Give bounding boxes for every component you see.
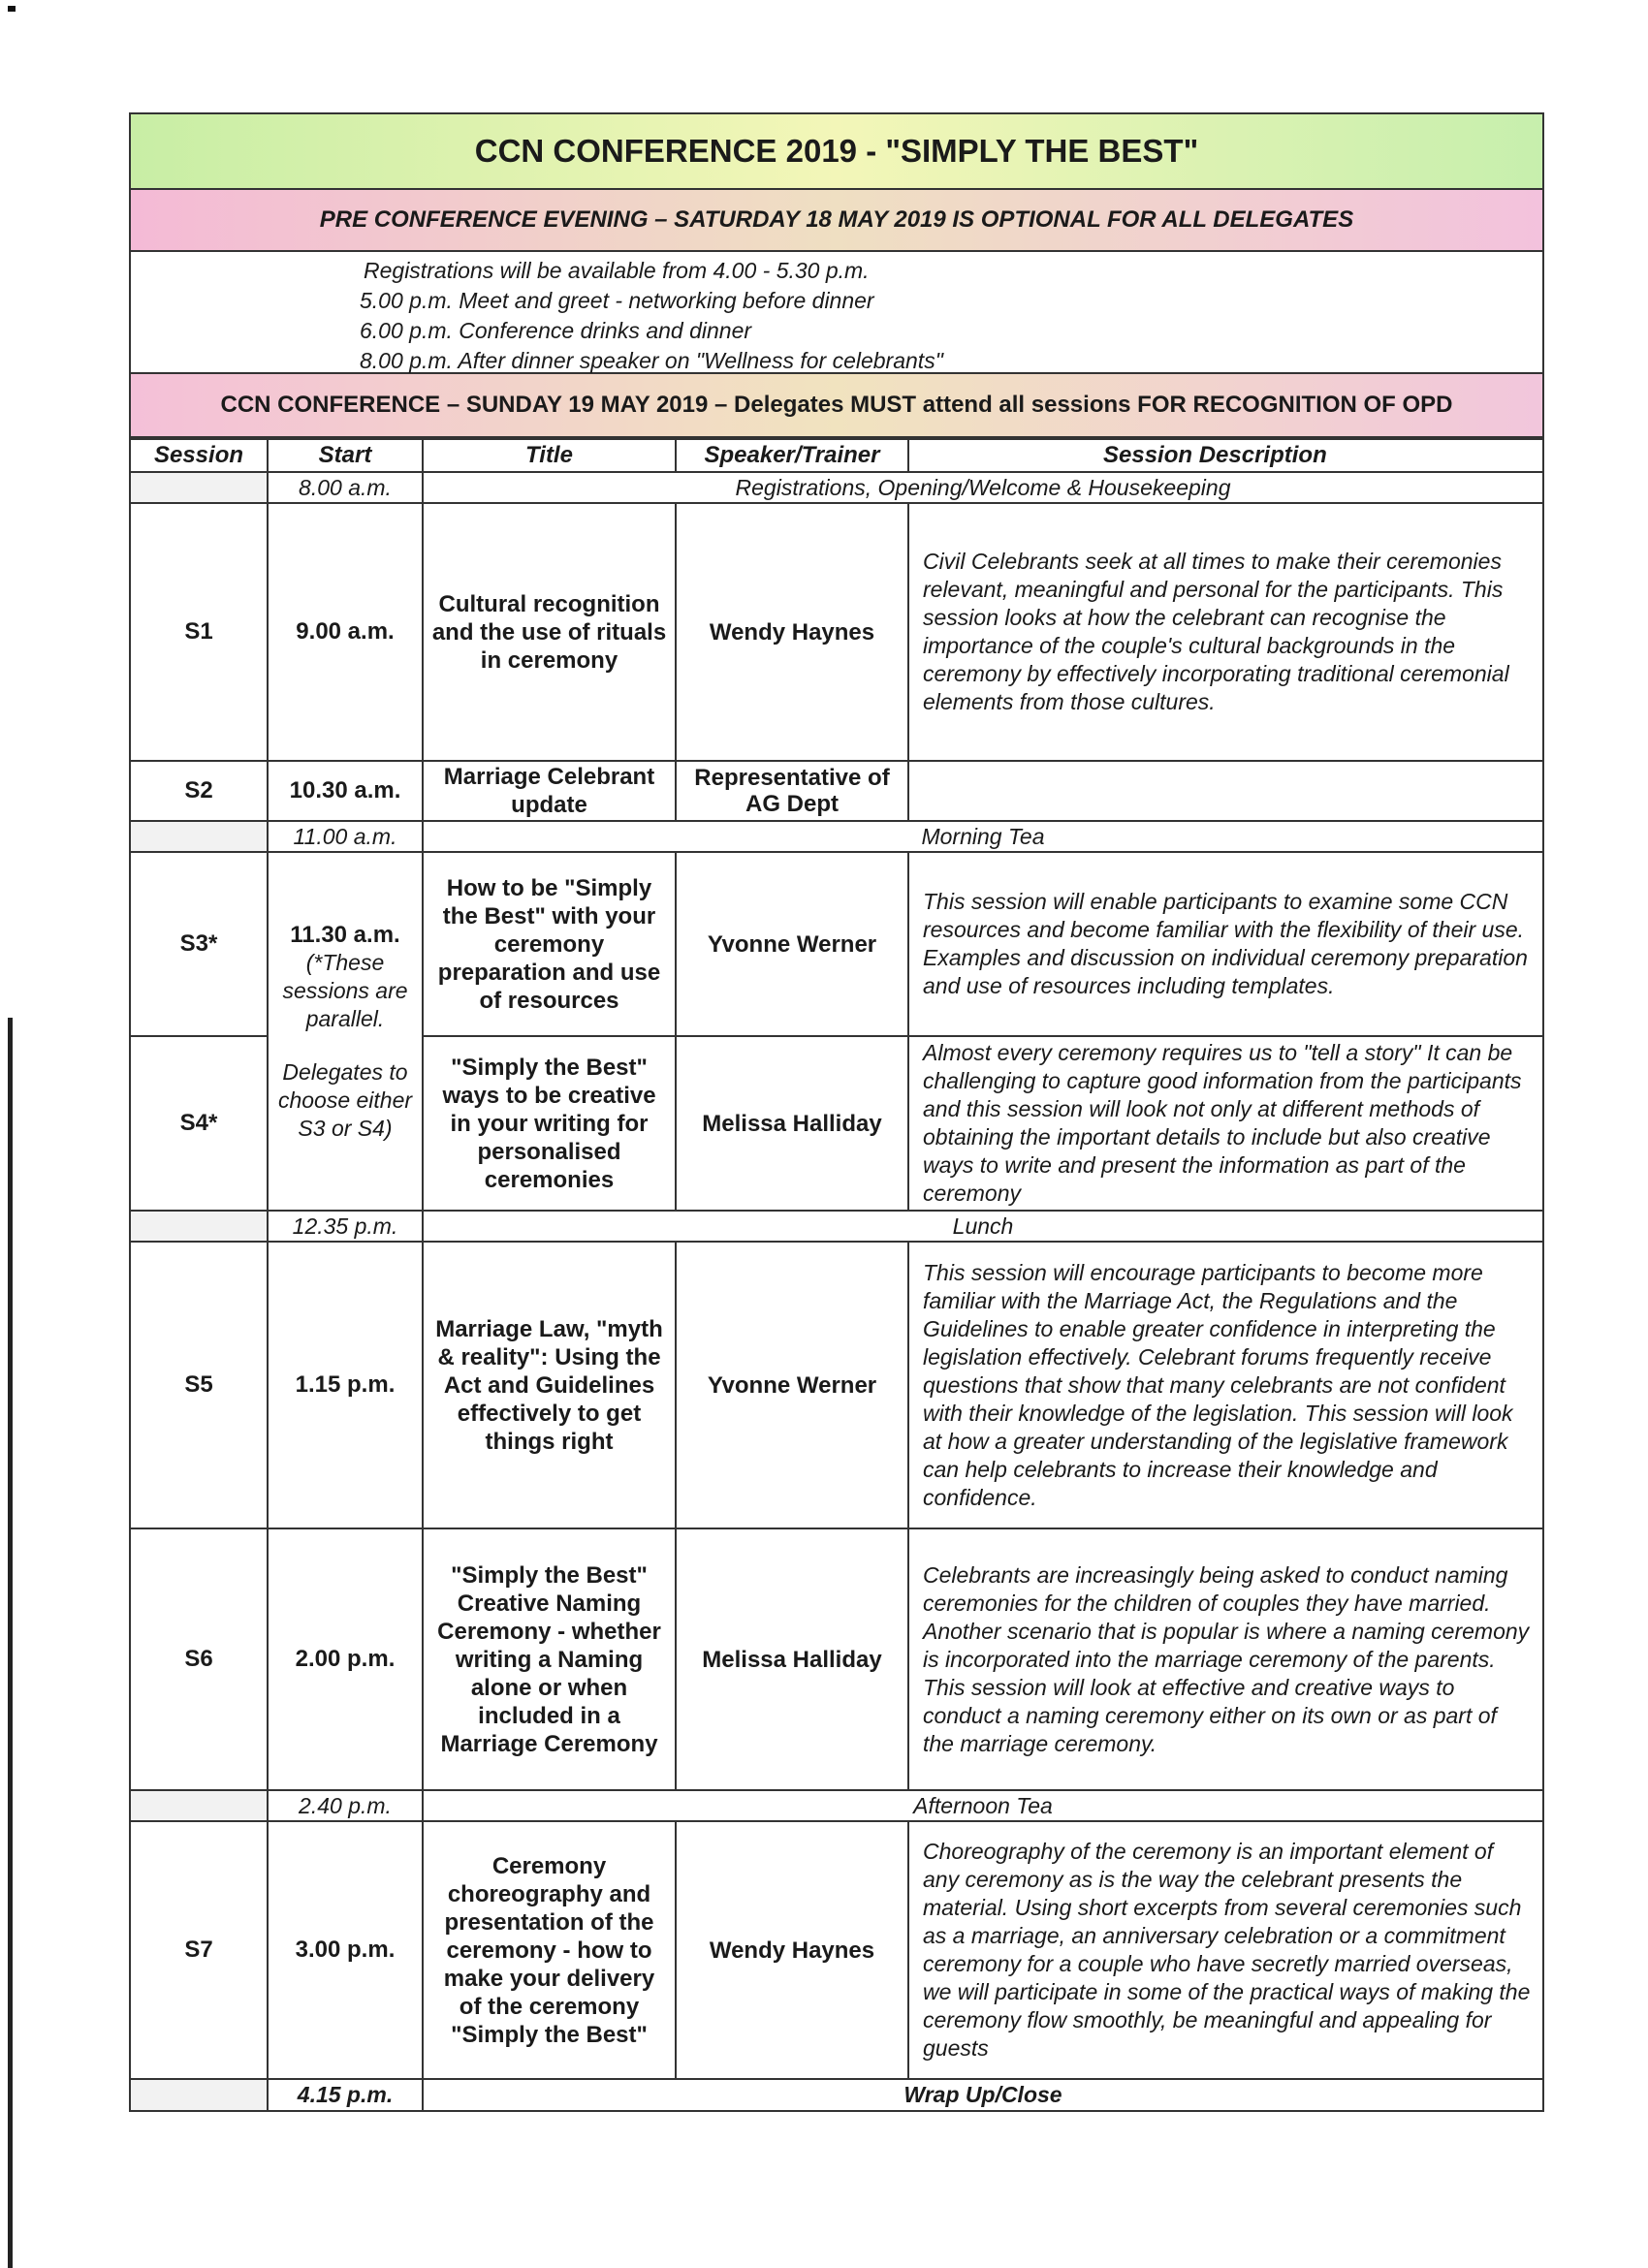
registration-row [131, 472, 1542, 503]
session-row-s1 [131, 503, 1542, 761]
parallel-note: (*These sessions are parallel. [282, 949, 408, 1031]
session-id: S3* [131, 852, 268, 1036]
scan-mark [8, 6, 16, 12]
session-title: Ceremony choreography and presentation of the ceremony - how to make your delivery of the ceremony "Simply the Best" [423, 1821, 676, 2079]
session-row-s2 [131, 761, 1542, 821]
session-description: Choreography of the ceremony is an important element of any ceremony as is the way the celebrant presents the material. Using short excerpts from several ceremonies such as a marriage, an anniversary celebration or a commitment ceremony for a couple who have secretly married overseas, we will participate in some of the practical ways of making the ceremony flow smoothly, be meaningful and appealing for guests [908, 1821, 1542, 2079]
session-title: "Simply the Best" Creative Naming Ceremony - whether writing a Naming alone or when included in a Marriage Ceremony [423, 1528, 676, 1790]
col-header-title: Title [423, 439, 676, 472]
session-start: 10.30 a.m. [268, 761, 423, 821]
session-id: S5 [131, 1242, 268, 1528]
session-title: How to be "Simply the Best" with your ceremony preparation and use of resources [423, 852, 676, 1036]
wrap-up-row [131, 2079, 1542, 2110]
session-start-parallel [268, 852, 423, 1211]
document-title: CCN CONFERENCE 2019 - "SIMPLY THE BEST" [131, 114, 1542, 190]
session-row-s7 [131, 1821, 1542, 2079]
wrap-up-label: Wrap Up/Close [423, 2079, 1542, 2110]
col-header-description: Session Description [908, 439, 1542, 472]
registration-label: Registrations, Opening/Welcome & Housekeeping [423, 472, 1542, 503]
session-id: S4* [131, 1036, 268, 1211]
session-start: 2.00 p.m. [268, 1528, 423, 1790]
session-title: "Simply the Best" ways to be creative in your writing for personalised ceremonies [423, 1036, 676, 1211]
session-row-s3 [131, 852, 1542, 1036]
wrap-up-start: 4.15 p.m. [268, 2079, 423, 2110]
lunch-row [131, 1211, 1542, 1242]
col-header-start: Start [268, 439, 423, 472]
session-speaker: Melissa Halliday [676, 1528, 908, 1790]
session-title: Marriage Law, "myth & reality": Using the Act and Guidelines effectively to get things right [423, 1242, 676, 1528]
session-description: Civil Celebrants seek at all times to make their ceremonies relevant, meaningful and personal for the participants. This session looks at how the celebrant can recognise the importance of the couple's cultural backgrounds in the ceremony by effectively incorporating traditional ceremonial elements from those cultures. [908, 503, 1542, 761]
session-title: Cultural recognition and the use of rituals in ceremony [423, 503, 676, 761]
col-header-speaker: Speaker/Trainer [676, 439, 908, 472]
program-document [129, 112, 1544, 2112]
session-id: S1 [131, 503, 268, 761]
scan-edge-bar [8, 1018, 13, 2268]
afternoon-tea-start: 2.40 p.m. [268, 1790, 423, 1821]
session-description: Almost every ceremony requires us to "tell a story" It can be challenging to capture good information from the participants and this session will look not only at different methods of obtaining the important details to include but also creative ways to write and present the information as part of the ceremony [908, 1036, 1542, 1211]
parallel-note: Delegates to choose either S3 or S4) [277, 1058, 413, 1141]
session-speaker: Yvonne Werner [676, 852, 908, 1036]
afternoon-tea-row [131, 1790, 1542, 1821]
session-speaker: Melissa Halliday [676, 1036, 908, 1211]
pre-conference-line: 8.00 p.m. After dinner speaker on "Wellness for celebrants" [360, 348, 943, 373]
lunch-label: Lunch [423, 1211, 1542, 1242]
session-title: Marriage Celebrant update [423, 761, 676, 821]
session-description: Celebrants are increasingly being asked to conduct naming ceremonies for the children of couples they have married. Another scenario that is popular is where a naming ceremony is incorporated into the marriage ceremony of the parents. This session will look at effective and creative ways to conduct a naming ceremony either on its own or as part of the marriage ceremony. [908, 1528, 1542, 1790]
session-speaker: Wendy Haynes [676, 1821, 908, 2079]
session-start: 11.30 a.m. [290, 921, 400, 948]
pre-conference-line: 6.00 p.m. Conference drinks and dinner [360, 318, 752, 343]
session-start: 1.15 p.m. [268, 1242, 423, 1528]
pre-conference-details [131, 252, 1542, 374]
pre-conference-line: 5.00 p.m. Meet and greet - networking before dinner [360, 288, 874, 313]
schedule-table [131, 438, 1542, 2110]
session-id: S6 [131, 1528, 268, 1790]
session-start: 9.00 a.m. [268, 503, 423, 761]
afternoon-tea-label: Afternoon Tea [423, 1790, 1542, 1821]
pre-conference-line: Registrations will be available from 4.00 - 5.30 p.m. [364, 258, 870, 283]
session-description [908, 761, 1542, 821]
session-description: This session will encourage participants to become more familiar with the Marriage Act, the Regulations and the Guidelines to enable greater confidence in interpreting the legislation effectively. Celebrant forums frequently receive questions that show that many celebrants are not confident with their knowledge of the legislation. This session will look at how a greater understanding of the legislative framework can help celebrants to increase their knowledge and confidence. [908, 1242, 1542, 1528]
sunday-heading: CCN CONFERENCE – SUNDAY 19 MAY 2019 – Delegates MUST attend all sessions FOR RECOGNITION OF OPD [131, 374, 1542, 438]
session-row-s5 [131, 1242, 1542, 1528]
registration-start: 8.00 a.m. [268, 472, 423, 503]
session-start: 3.00 p.m. [268, 1821, 423, 2079]
pre-conference-heading: PRE CONFERENCE EVENING – SATURDAY 18 MAY 2019 IS OPTIONAL FOR ALL DELEGATES [131, 190, 1542, 252]
session-id: S2 [131, 761, 268, 821]
col-header-session: Session [131, 439, 268, 472]
morning-tea-row [131, 821, 1542, 852]
session-speaker: Representative of AG Dept [676, 761, 908, 821]
lunch-start: 12.35 p.m. [268, 1211, 423, 1242]
table-header-row [131, 439, 1542, 472]
session-speaker: Wendy Haynes [676, 503, 908, 761]
session-id: S7 [131, 1821, 268, 2079]
session-row-s6 [131, 1528, 1542, 1790]
session-description: This session will enable participants to examine some CCN resources and become familiar with the flexibility of their use. Examples and discussion on individual ceremony preparation and use of resources including templates. [908, 852, 1542, 1036]
morning-tea-start: 11.00 a.m. [268, 821, 423, 852]
morning-tea-label: Morning Tea [423, 821, 1542, 852]
session-speaker: Yvonne Werner [676, 1242, 908, 1528]
